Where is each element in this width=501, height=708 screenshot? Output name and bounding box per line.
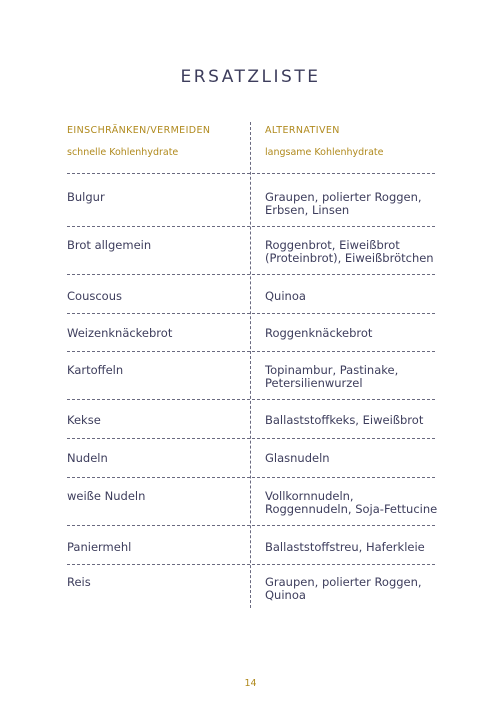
table-cell-restrict: Kekse (67, 413, 101, 427)
table-cell-restrict: Nudeln (67, 451, 108, 465)
table-cell-alternative: Roggenbrot, Eiweißbrot (Proteinbrot), Eiweißbrötchen (265, 238, 434, 265)
row-divider (67, 438, 435, 439)
table-cell-restrict: Brot allgemein (67, 238, 152, 252)
right-column-subheader: langsame Kohlenhydrate (265, 147, 384, 158)
column-divider (250, 122, 251, 608)
left-column-header: EINSCHRÄNKEN/VERMEIDEN (67, 125, 211, 136)
table-cell-restrict: Reis (67, 575, 91, 589)
table-cell-alternative: Graupen, polierter Roggen, Quinoa (265, 575, 422, 602)
table-cell-restrict: Weizenknäckebrot (67, 326, 173, 340)
table-cell-restrict: weiße Nudeln (67, 489, 146, 503)
table-cell-restrict: Paniermehl (67, 540, 132, 554)
table-cell-restrict: Couscous (67, 289, 122, 303)
row-divider (67, 173, 435, 174)
table-cell-alternative: Graupen, polierter Roggen, Erbsen, Linsen (265, 190, 422, 217)
row-divider (67, 226, 435, 227)
table-cell-restrict: Bulgur (67, 190, 105, 204)
page-number: 14 (244, 678, 257, 689)
table-cell-alternative: Ballaststoffkeks, Eiweißbrot (265, 413, 424, 427)
table-cell-alternative: Roggenknäckebrot (265, 326, 373, 340)
page-title: ERSATZLISTE (180, 67, 321, 87)
table-cell-alternative: Ballaststoffstreu, Haferkleie (265, 540, 425, 554)
row-divider (67, 564, 435, 565)
right-column-header: ALTERNATIVEN (265, 125, 340, 136)
row-divider (67, 313, 435, 314)
row-divider (67, 351, 435, 352)
table-cell-restrict: Kartoffeln (67, 363, 124, 377)
left-column-subheader: schnelle Kohlenhydrate (67, 147, 179, 158)
row-divider (67, 399, 435, 400)
row-divider (67, 274, 435, 275)
table-cell-alternative: Topinambur, Pastinake, Petersilienwurzel (265, 363, 399, 390)
row-divider (67, 525, 435, 526)
table-cell-alternative: Quinoa (265, 289, 306, 303)
table-cell-alternative: Vollkornnudeln, Roggennudeln, Soja-Fettucine (265, 489, 438, 516)
table-cell-alternative: Glasnudeln (265, 451, 330, 465)
row-divider (67, 477, 435, 478)
